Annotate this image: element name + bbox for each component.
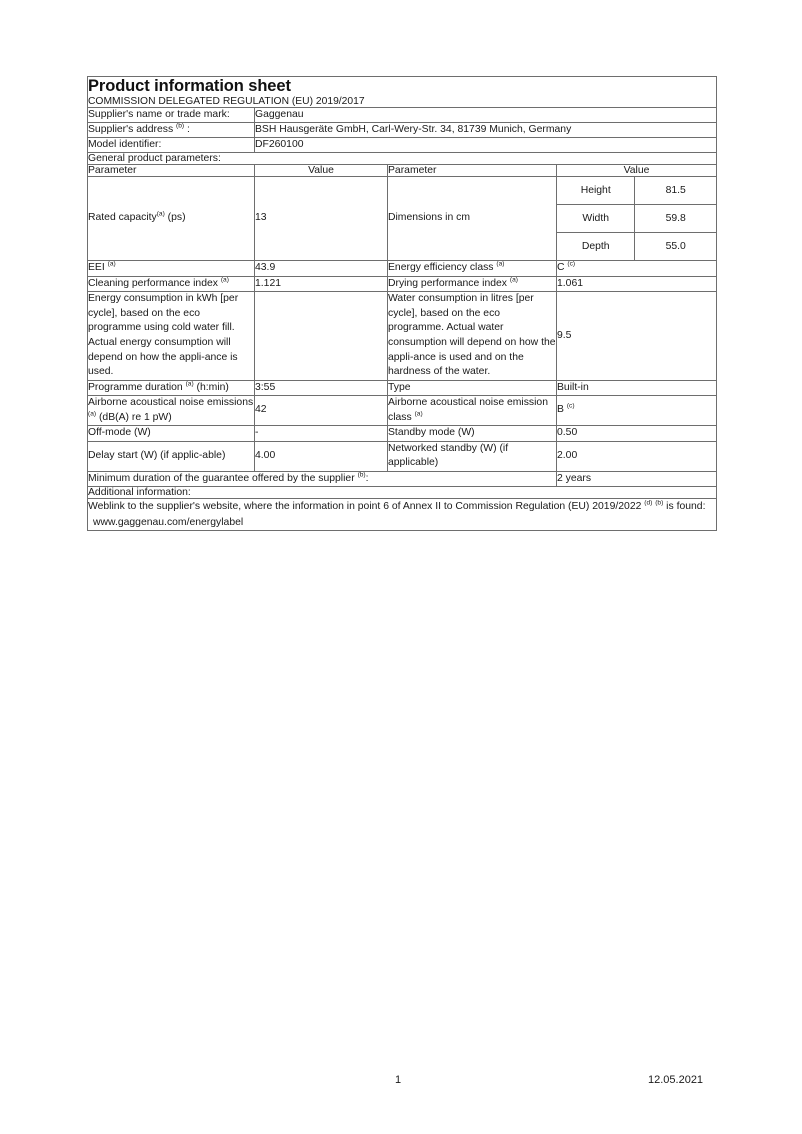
eei-row bbox=[88, 261, 717, 277]
guarantee-label bbox=[88, 472, 557, 487]
rated-capacity-label-unit: (ps) bbox=[164, 212, 186, 224]
off-mode-row bbox=[88, 426, 717, 442]
model-identifier-label: Model identifier: bbox=[88, 138, 255, 153]
guarantee-row bbox=[88, 472, 717, 487]
rated-capacity-label bbox=[88, 177, 255, 261]
column-header-parameter-2: Parameter bbox=[388, 165, 557, 177]
cleaning-index-row bbox=[88, 276, 717, 292]
eei-value: 43.9 bbox=[255, 261, 388, 277]
energy-consumption-label: Energy consumption in kWh [per cycle], based on the eco programme using cold water fill. Actual energy consumption will depend on how the appli-ance is used. bbox=[88, 292, 255, 380]
networked-standby-label: Networked standby (W) (if applicable) bbox=[388, 441, 557, 471]
weblink-row bbox=[88, 499, 717, 531]
footnote-marker-b: (b) bbox=[176, 122, 185, 130]
footnote-marker-a: (a) bbox=[496, 260, 505, 268]
general-parameters-title: General product parameters: bbox=[88, 153, 717, 165]
supplier-address-label-colon: : bbox=[187, 124, 190, 136]
footnote-marker-b: (b) bbox=[357, 471, 366, 479]
column-header-value-1: Value bbox=[255, 165, 388, 177]
cleaning-index-value: 1.121 bbox=[255, 276, 388, 292]
page-footer bbox=[0, 1074, 802, 1096]
supplier-name-row bbox=[88, 108, 717, 123]
off-mode-label: Off-mode (W) bbox=[88, 426, 255, 442]
eei-label bbox=[88, 261, 255, 277]
footnote-marker-a: (a) bbox=[107, 260, 116, 268]
product-info-table bbox=[87, 76, 717, 531]
title-row bbox=[88, 77, 717, 97]
energy-class-value bbox=[557, 261, 717, 277]
subtitle-cell bbox=[88, 96, 717, 108]
supplier-address-value: BSH Hausgeräte GmbH, Carl-Wery-Str. 34, 81739 Munich, Germany bbox=[255, 123, 717, 138]
noise-emissions-label-text: Airborne acoustical noise emissions bbox=[88, 397, 254, 409]
footnote-marker-a: (a) bbox=[185, 380, 194, 388]
dimension-row-height bbox=[557, 177, 716, 205]
dimension-row-depth bbox=[557, 233, 716, 261]
footer-page-number: 1 bbox=[395, 1074, 402, 1086]
rated-capacity-label-text: Rated capacity bbox=[88, 212, 157, 224]
rated-capacity-row bbox=[88, 177, 717, 261]
off-mode-value: - bbox=[255, 426, 388, 442]
networked-standby-value: 2.00 bbox=[557, 441, 717, 471]
dimension-name-height: Height bbox=[557, 177, 635, 205]
weblink-description-suffix: is found: bbox=[666, 501, 706, 513]
energy-consumption-row bbox=[88, 292, 717, 380]
noise-emissions-label bbox=[88, 396, 255, 426]
footnote-marker-d: (d) bbox=[644, 499, 653, 507]
energy-class-value-text: C bbox=[557, 262, 565, 274]
supplier-address-label-text: Supplier's address bbox=[88, 124, 174, 136]
eei-label-text: EEI bbox=[88, 262, 105, 274]
drying-index-label bbox=[388, 276, 557, 292]
footer-date: 12.05.2021 bbox=[648, 1074, 704, 1086]
footnote-marker-a: (a) bbox=[88, 410, 97, 418]
model-identifier-row bbox=[88, 138, 717, 153]
additional-information-title: Additional information: bbox=[88, 487, 717, 499]
water-consumption-label: Water consumption in litres [per cycle], based on the eco programme. Actual water consumption will depend on how the appli-ance is used and on the hardness of the water. bbox=[388, 292, 557, 380]
dimension-value-height: 81.5 bbox=[635, 177, 716, 205]
type-value: Built-in bbox=[557, 380, 717, 396]
energy-consumption-value bbox=[255, 292, 388, 380]
drying-index-value: 1.061 bbox=[557, 276, 717, 292]
dimensions-table bbox=[557, 177, 716, 260]
page-title: Product information sheet bbox=[88, 77, 291, 95]
delay-start-value: 4.00 bbox=[255, 441, 388, 471]
general-parameters-section-row bbox=[88, 153, 717, 165]
supplier-address-label bbox=[88, 123, 255, 138]
programme-duration-label bbox=[88, 380, 255, 396]
dimensions-label: Dimensions in cm bbox=[388, 177, 557, 261]
noise-class-label-text: Airborne acoustical noise emission class bbox=[388, 397, 548, 423]
noise-emissions-label-unit: (dB(A) re 1 pW) bbox=[96, 411, 172, 423]
cleaning-index-label-text: Cleaning performance index bbox=[88, 277, 218, 289]
weblink-description: Weblink to the supplier's website, where the information in point 6 of Annex II to Commission Regulation (EU) 2019/2022 bbox=[88, 501, 642, 513]
footnote-marker-a: (a) bbox=[220, 276, 229, 284]
standby-mode-value: 0.50 bbox=[557, 426, 717, 442]
type-label: Type bbox=[388, 380, 557, 396]
dimension-name-width: Width bbox=[557, 205, 635, 233]
standby-mode-label: Standby mode (W) bbox=[388, 426, 557, 442]
column-header-parameter-1: Parameter bbox=[88, 165, 255, 177]
noise-class-label bbox=[388, 396, 557, 426]
dimension-row-width bbox=[557, 205, 716, 233]
weblink-cell bbox=[88, 499, 717, 531]
rated-capacity-value: 13 bbox=[255, 177, 388, 261]
guarantee-value: 2 years bbox=[557, 472, 717, 487]
programme-duration-label-unit: (h:min) bbox=[193, 381, 229, 393]
model-identifier-value: DF260100 bbox=[255, 138, 717, 153]
supplier-name-label: Supplier's name or trade mark: bbox=[88, 108, 255, 123]
additional-information-section-row bbox=[88, 487, 717, 499]
weblink-url[interactable]: www.gaggenau.com/energylabel bbox=[93, 516, 244, 528]
footnote-marker-c: (c) bbox=[566, 403, 575, 411]
delay-start-row bbox=[88, 441, 717, 471]
programme-duration-label-text: Programme duration bbox=[88, 381, 183, 393]
column-header-value-2: Value bbox=[557, 165, 717, 177]
water-consumption-value: 9.5 bbox=[557, 292, 717, 380]
programme-duration-row bbox=[88, 380, 717, 396]
dimensions-value-cell bbox=[557, 177, 717, 261]
noise-emissions-value: 42 bbox=[255, 396, 388, 426]
programme-duration-value: 3:55 bbox=[255, 380, 388, 396]
cleaning-index-label bbox=[88, 276, 255, 292]
regulation-reference: COMMISSION DELEGATED REGULATION (EU) 2019/2017 bbox=[88, 96, 365, 107]
footnote-marker-a: (a) bbox=[414, 410, 423, 418]
footnote-marker-a: (a) bbox=[156, 210, 165, 218]
guarantee-label-colon: : bbox=[365, 473, 369, 485]
title-cell bbox=[88, 77, 717, 97]
dimension-value-depth: 55.0 bbox=[635, 233, 716, 261]
footnote-marker-c: (c) bbox=[567, 260, 576, 268]
guarantee-label-text: Minimum duration of the guarantee offered by the supplier bbox=[88, 473, 355, 485]
dimension-name-depth: Depth bbox=[557, 233, 635, 261]
energy-class-label bbox=[388, 261, 557, 277]
subtitle-row bbox=[88, 96, 717, 108]
footnote-marker-b: (b) bbox=[655, 499, 664, 507]
product-information-sheet bbox=[87, 76, 716, 531]
dimension-value-width: 59.8 bbox=[635, 205, 716, 233]
drying-index-label-text: Drying performance index bbox=[388, 277, 507, 289]
footnote-marker-a: (a) bbox=[509, 276, 518, 284]
supplier-address-row bbox=[88, 123, 717, 138]
noise-class-value-text: B bbox=[557, 404, 564, 416]
supplier-name-value: Gaggenau bbox=[255, 108, 717, 123]
noise-class-value bbox=[557, 396, 717, 426]
column-header-row bbox=[88, 165, 717, 177]
delay-start-label: Delay start (W) (if applic-able) bbox=[88, 441, 255, 471]
energy-class-label-text: Energy efficiency class bbox=[388, 262, 494, 274]
noise-emissions-row bbox=[88, 396, 717, 426]
